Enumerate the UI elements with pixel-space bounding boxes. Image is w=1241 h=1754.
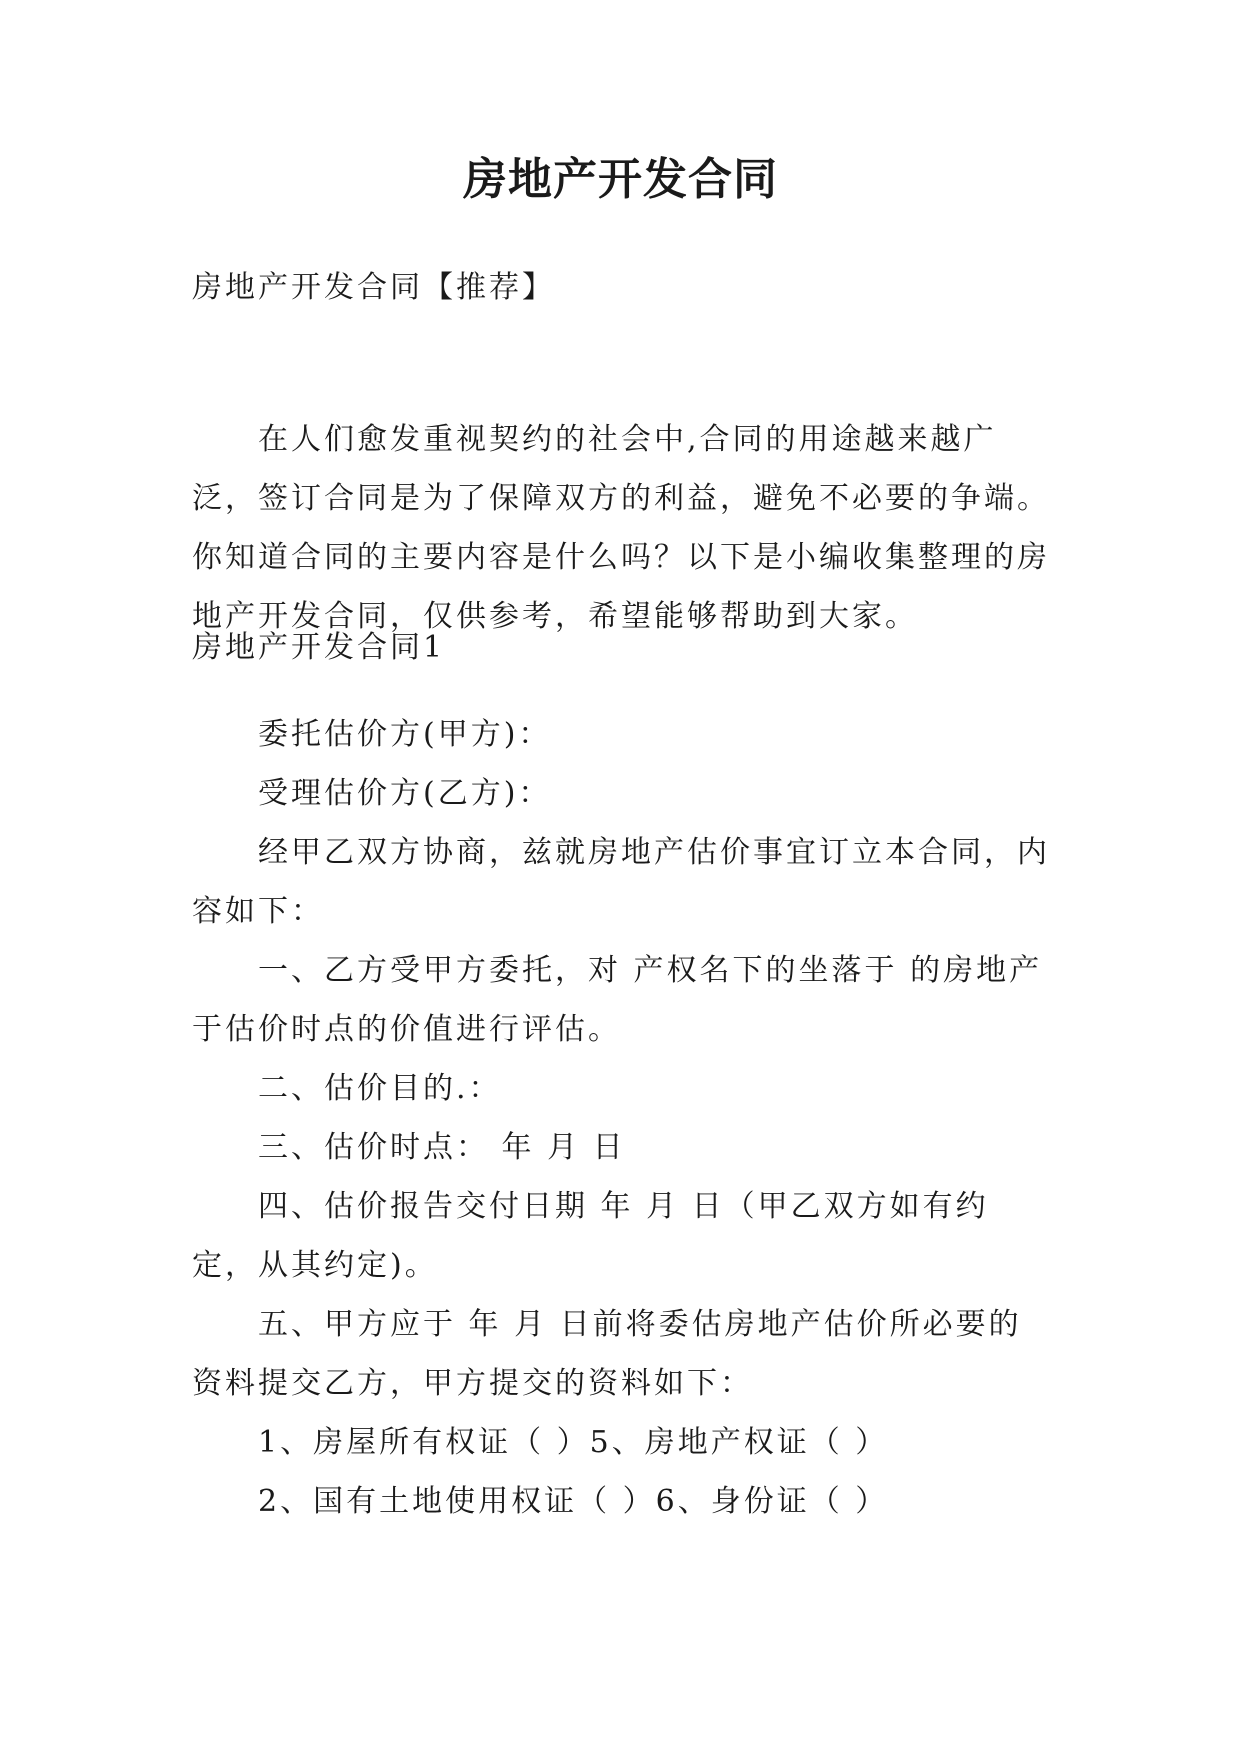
clause-party-b: 受理估价方(乙方)：	[258, 776, 552, 811]
clause-1: 一、乙方受甲方委托，对 产权名下的坐落于 的房地产于估价时点的价值进行评估。	[192, 953, 1043, 1047]
document-list-item: 2、国有土地使用权证（ ）6、身份证（ ）	[258, 1484, 889, 1519]
contract-body	[192, 705, 1052, 1531]
clause-party-a: 委托估价方(甲方)：	[258, 717, 552, 752]
clause-preamble: 经甲乙双方协商，兹就房地产估价事宜订立本合同，内容如下：	[192, 835, 1050, 929]
clause-4: 四、估价报告交付日期 年 月 日（甲乙双方如有约定，从其约定)。	[192, 1189, 989, 1283]
document-list-item: 1、房屋所有权证（ ）5、房地产权证（ ）	[258, 1425, 889, 1460]
section-heading: 房地产开发合同1	[192, 630, 446, 665]
intro-paragraph: 在人们愈发重视契约的社会中,合同的用途越来越广泛，签订合同是为了保障双方的利益，避免不必要的争端。你知道合同的主要内容是什么吗？以下是小编收集整理的房地产开发合同，仅供参考，希望能够帮助到大家。	[192, 422, 1050, 634]
clause-3: 三、估价时点： 年 月 日	[258, 1130, 626, 1165]
document-subtitle: 房地产开发合同【推荐】	[192, 270, 555, 305]
clause-2: 二、估价目的.：	[258, 1071, 502, 1106]
document-title: 房地产开发合同	[463, 154, 778, 205]
clause-5: 五、甲方应于 年 月 日前将委估房地产估价所必要的资料提交乙方，甲方提交的资料如下：	[192, 1307, 1022, 1401]
